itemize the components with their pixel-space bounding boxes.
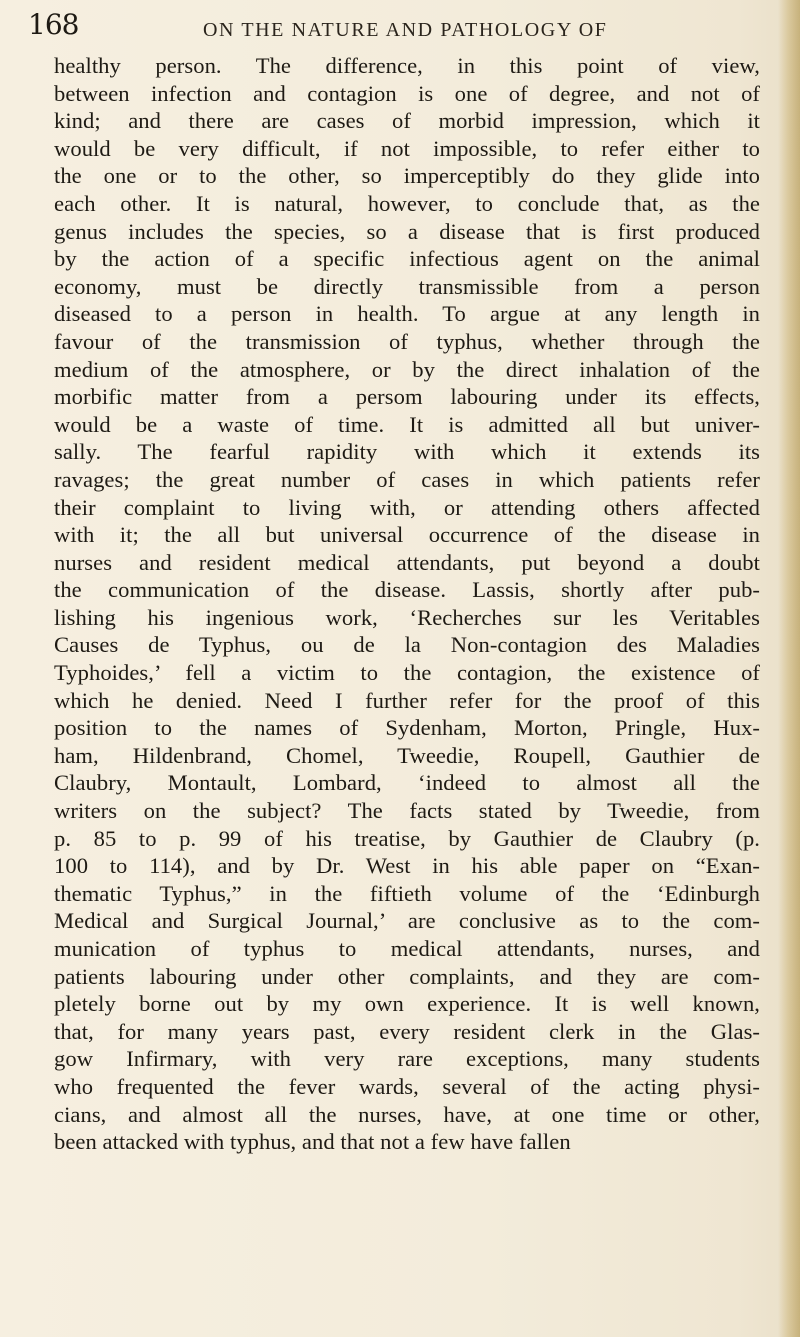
text-line: diseased to a person in health. To argue at any length in [54,301,760,327]
text-line: writers on the subject? The facts stated by Tweedie, from [54,798,760,824]
text-line: their complaint to living with, or attending others affected [54,494,760,520]
text-line: each other. It is natural, however, to conclude that, as the [54,190,760,216]
page-number: 168 [28,8,79,41]
text-line: Typhoides,’ fell a victim to the contagion, the existence of [54,660,760,686]
text-line: Medical and Surgical Journal,’ are conclusive as to the com- [54,908,760,934]
text-line: between infection and contagion is one of degree, and not of [54,80,760,106]
text-line: Causes de Typhus, ou de la Non-contagion des Maladies [54,632,760,658]
text-line: patients labouring under other complaints, and they are com- [54,963,760,989]
text-line: munication of typhus to medical attendants, nurses, and [54,936,760,961]
text-line: genus includes the species, so a disease that is first produced [54,218,760,244]
running-head [28,8,748,48]
text-line: position to the names of Sydenham, Morton, Pringle, Hux- [54,715,760,741]
text-line: would be very difficult, if not impossible, to refer either to [54,135,760,161]
text-line: the one or to the other, so imperceptibly do they glide into [54,163,760,189]
text-line: with it; the all but universal occurrence of the disease in [54,522,760,548]
text-line: Claubry, Montault, Lombard, ‘indeed to almost all the [54,770,760,796]
text-line: gow Infirmary, with very rare exceptions, many students [54,1046,760,1072]
body-text [54,52,760,1156]
text-line: thematic Typhus,” in the fiftieth volume of the ‘Edinburgh [54,880,760,906]
running-title: ON THE NATURE AND PATHOLOGY OF [203,19,608,41]
text-line: the communication of the disease. Lassis, shortly after pub- [54,577,760,603]
text-line: that, for many years past, every resident clerk in the Glas- [54,1018,760,1044]
text-line: which he denied. Need I further refer for the proof of this [54,687,760,713]
text-line: medium of the atmosphere, or by the direct inhalation of the [54,356,760,382]
page-edge-shadow [778,0,800,1337]
text-line: 100 to 114), and by Dr. West in his able paper on “Exan- [54,853,760,879]
text-line: lishing his ingenious work, ‘Recherches sur les Veritables [54,604,760,630]
text-line: pletely borne out by my own experience. It is well known, [54,991,760,1017]
text-line: healthy person. The difference, in this point of view, [54,53,760,78]
text-line: economy, must be directly transmissible from a person [54,273,760,299]
text-line: morbific matter from a persom labouring under its effects, [54,384,760,410]
text-line: been attacked with typhus, and that not a few have fallen [54,1129,571,1155]
text-line: who frequented the fever wards, several of the acting physi- [54,1073,760,1099]
text-line: nurses and resident medical attendants, put beyond a doubt [54,549,760,575]
text-line: favour of the transmission of typhus, whether through the [54,328,760,354]
text-line: cians, and almost all the nurses, have, at one time or other, [54,1101,760,1127]
text-line: ravages; the great number of cases in which patients refer [54,466,760,492]
text-line: by the action of a specific infectious agent on the animal [54,246,760,272]
text-line: kind; and there are cases of morbid impression, which it [54,108,760,134]
text-line: ham, Hildenbrand, Chomel, Tweedie, Roupell, Gauthier de [54,742,760,768]
text-line: sally. The fearful rapidity with which it extends its [54,439,760,465]
text-line: would be a waste of time. It is admitted all but univer- [54,411,760,437]
text-line: p. 85 to p. 99 of his treatise, by Gauthier de Claubry (p. [54,825,760,851]
